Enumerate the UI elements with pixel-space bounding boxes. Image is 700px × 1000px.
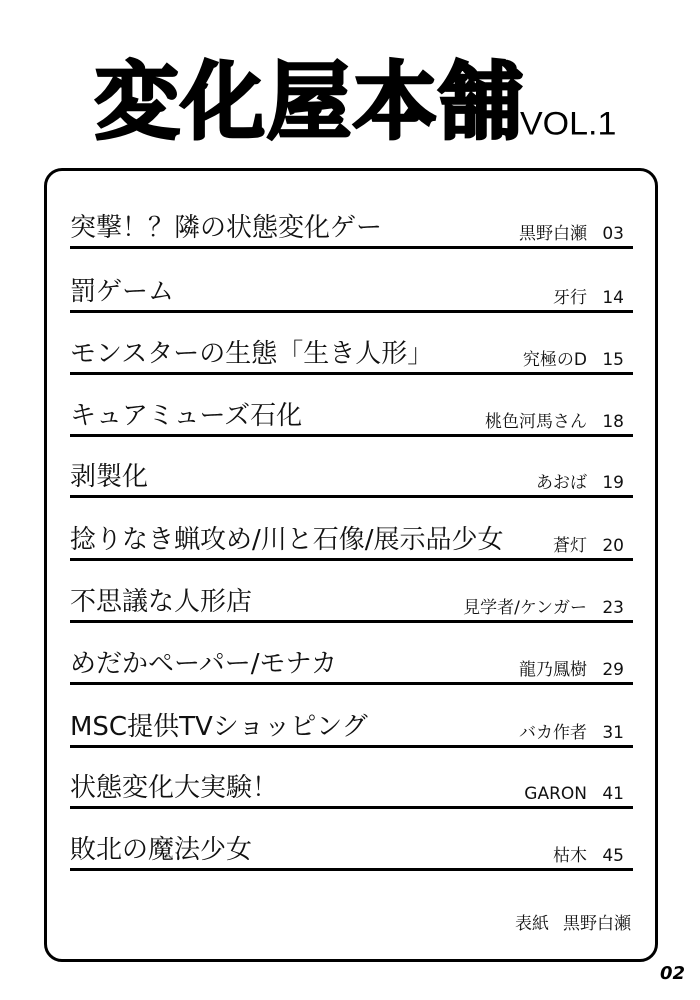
- toc-entry: [70, 688, 633, 748]
- toc-entry-author: 黒野白瀬: [519, 224, 587, 244]
- cover-credit: [515, 913, 631, 935]
- toc-entry-title: 突撃！？隣の状態変化ゲー: [70, 213, 383, 243]
- toc-entry-author: 枯木: [553, 846, 587, 866]
- toc-entry: [70, 625, 633, 685]
- toc-entry-author: 牙行: [553, 288, 587, 308]
- toc-entry-author: あおば: [536, 473, 587, 493]
- toc-entry-author: 蒼灯: [553, 536, 587, 556]
- header: [0, 50, 700, 150]
- toc-entry-title: MSC提供TVショッピング: [70, 712, 368, 742]
- toc-entry-title: 罰ゲーム: [70, 277, 175, 307]
- toc-divider: [70, 682, 633, 685]
- toc-entry-title: 捻りなき蝋攻め/川と石像/展示品少女: [70, 525, 504, 555]
- toc-entry-page: 29: [602, 660, 624, 680]
- toc-entry-author: 見学者/ケンガー: [463, 598, 587, 618]
- toc-entry-author: 桃色河馬さん: [485, 412, 587, 432]
- toc-divider: [70, 246, 633, 249]
- toc-divider: [70, 558, 633, 561]
- toc-entry-author: 究極のD: [522, 350, 587, 370]
- cover-credit-label: 表紙: [515, 914, 549, 934]
- toc-entry-author: 龍乃鳳樹: [519, 660, 587, 680]
- toc-entry-page: 15: [602, 350, 624, 370]
- page-number: 02: [660, 963, 686, 984]
- toc-entry-page: 14: [602, 288, 624, 308]
- toc-entry-title: 敗北の魔法少女: [70, 835, 253, 865]
- toc-entry-page: 19: [602, 473, 624, 493]
- toc-divider: [70, 806, 633, 809]
- toc-divider: [70, 620, 633, 623]
- cover-credit-artist: 黒野白瀬: [563, 914, 631, 934]
- toc-entry: [70, 811, 633, 871]
- toc-entry: [70, 377, 633, 437]
- toc-entry-page: 18: [602, 412, 624, 432]
- toc-divider: [70, 434, 633, 437]
- toc-entry: [70, 253, 633, 313]
- book-title: 変化屋本舗: [95, 53, 526, 151]
- toc-divider: [70, 310, 633, 313]
- toc-divider: [70, 495, 633, 498]
- toc-divider: [70, 372, 633, 375]
- toc-entry: [70, 438, 633, 498]
- toc-entry-title: 不思議な人形店: [70, 587, 253, 617]
- toc-entry-title: 剥製化: [70, 462, 149, 492]
- toc-entry-page: 03: [602, 224, 624, 244]
- toc-entry-title: キュアミューズ石化: [70, 401, 303, 431]
- toc-entry-page: 41: [602, 784, 624, 804]
- volume-label: VOL.1: [520, 105, 617, 143]
- toc-entry-author: バカ作者: [519, 723, 587, 743]
- toc-divider: [70, 868, 633, 871]
- toc-entry: [70, 563, 633, 623]
- toc-entry: [70, 189, 633, 249]
- toc-divider: [70, 745, 633, 748]
- toc-entry: [70, 749, 633, 809]
- toc-entry-title: 状態変化大実験！: [70, 773, 279, 803]
- toc-entry: [70, 501, 633, 561]
- toc-entry-page: 20: [602, 536, 624, 556]
- toc-entry: [70, 315, 633, 375]
- toc-entry-page: 31: [602, 723, 624, 743]
- toc-entry-page: 23: [602, 598, 624, 618]
- toc-entry-title: モンスターの生態「生き人形」: [70, 339, 434, 369]
- toc-entry-author: GARON: [524, 784, 587, 804]
- toc-entry-title: めだかペーパー/モナカ: [70, 649, 337, 679]
- toc-entry-page: 45: [602, 846, 624, 866]
